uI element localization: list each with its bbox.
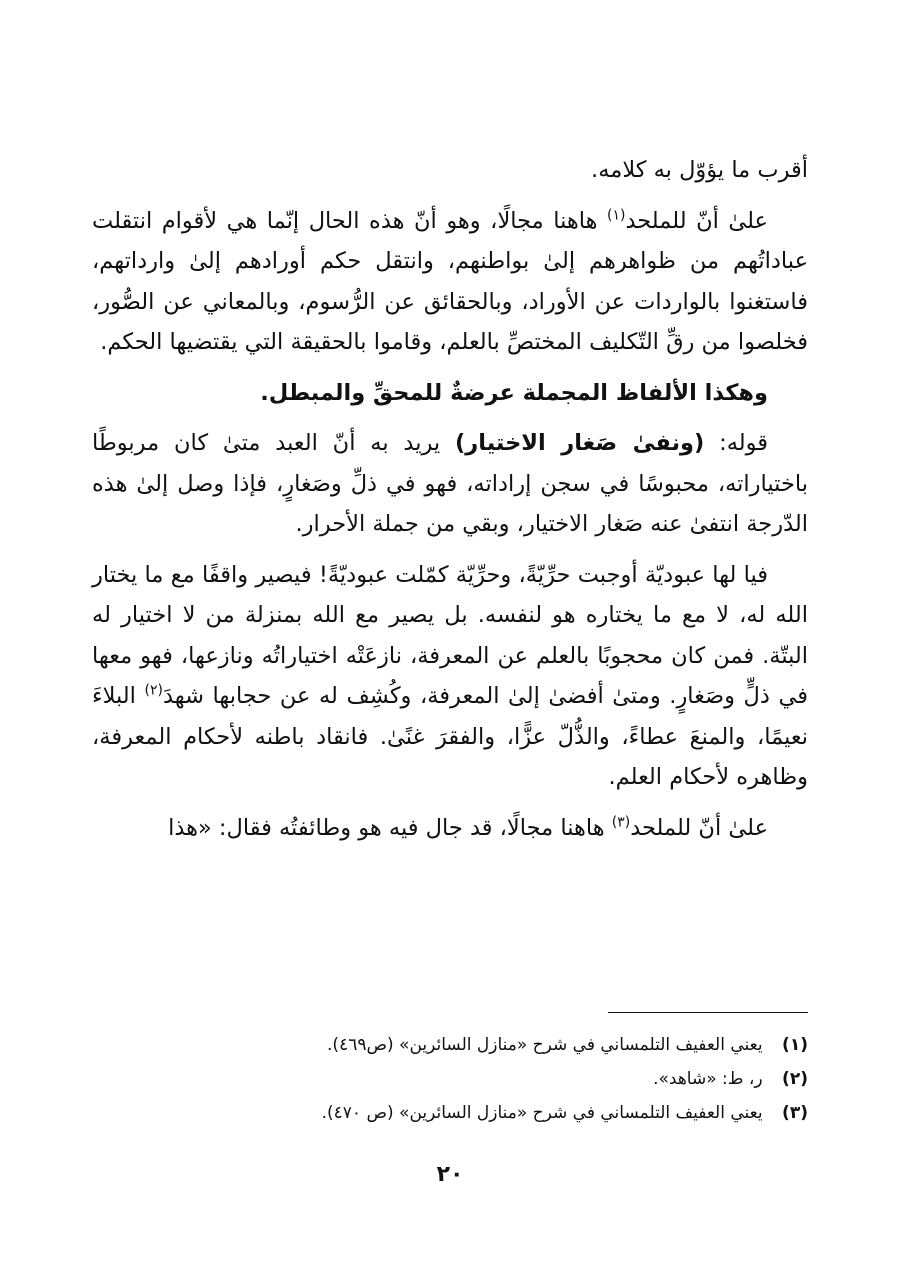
footnote-text: يعني العفيف التلمساني في شرح «منازل السائرين» (ص ٤٧٠). — [321, 1103, 763, 1123]
paragraph-text-rest: البلاءَ نعيمًا، والمنعَ عطاءً، والذُّلّ عزًّا، والفقرَ غنًىٰ. فانقاد باطنه لأحكام المعرفة، وظاهره لأحكام العلم. — [92, 683, 808, 790]
paragraph-text-start: قوله: — [704, 430, 769, 456]
paragraph-text-start: علىٰ أنّ للملحد — [630, 814, 768, 841]
footnote-number: (٣) — [782, 1103, 808, 1123]
paragraph-4 — [92, 423, 808, 545]
footnote-number: (١) — [782, 1035, 808, 1055]
footnote-2 — [92, 1062, 808, 1096]
footnote-text: يعني العفيف التلمساني في شرح «منازل السائرين» (ص٤٦٩). — [327, 1035, 763, 1055]
footnote-3 — [92, 1096, 808, 1130]
paragraph-text-start: فيا لها عبوديّة أوجبت حرِّيّةً، وحرِّيّة كمّلت عبوديّةً! فيصير واقفًا مع ما يختار الله له، لا مع ما يختاره هو لنفسه. بل يصير مع الله بمنزلة من لا اختيار له البتّة. فمن كان محجوبًا بالعلم عن المعرفة، نازعَتْه اختياراتُه ونازعها، فهو معها في ذلٍّ وصَغارٍ. ومتىٰ أفضىٰ إلىٰ المعرفة، وكُشِف له عن حجابها شهدَ — [92, 561, 808, 709]
paragraph-3 — [92, 373, 808, 414]
footnote-ref-3[interactable]: (٣) — [611, 814, 631, 830]
paragraph-text: وهكذا الألفاظ المجملة عرضةٌ للمحقِّ والمبطل. — [260, 379, 768, 406]
paragraph-6 — [92, 808, 808, 849]
paragraph-text-rest: هاهنا مجالًا، قد جال فيه هو وطائفتُه فقال: «هذا — [168, 814, 612, 841]
footnote-1 — [92, 1028, 808, 1062]
footnotes — [92, 1028, 808, 1130]
page-number: ٢٠ — [436, 1162, 464, 1187]
paragraph-text-rest: يريد به أنّ العبد متىٰ كان مربوطًا باختياراته، محبوسًا في سجن إراداته، فهو في ذلِّ وصَغارٍ، فإذا وصل إلىٰ هذه الدّرجة انتفىٰ عنه صَغار الاختيار، وبقي من جملة الأحرار. — [92, 430, 808, 537]
footnote-number: (٢) — [782, 1069, 808, 1089]
paragraph-text-rest: هاهنا مجالًا، وهو أنّ هذه الحال إنّما هي لأقوام انتقلت عباداتُهم من ظواهرهم إلىٰ بواطنهم، وانتقل حكم أورادهم إلىٰ وارداتهم، فاستغنوا بالواردات عن الأوراد، وبالحقائق عن الرُّسوم، وبالمعاني عن الصُّور، فخلصوا من رقِّ التّكليف المختصِّ بالعلم، وقاموا بالحقيقة التي يقتضيها الحكم. — [92, 207, 808, 355]
paragraph-text-start: علىٰ أنّ للملحد — [625, 207, 768, 234]
footnote-ref-2[interactable]: (٢) — [144, 682, 163, 699]
footnote-text: ر، ط: «شاهد». — [653, 1069, 763, 1089]
quoted-phrase: (ونفىٰ صَغار الاختيار) — [455, 430, 705, 456]
paragraph-5 — [92, 555, 808, 798]
footnote-ref-1[interactable]: (١) — [606, 207, 626, 223]
paragraph-text: أقرب ما يؤوّل به كلامه. — [591, 157, 808, 183]
paragraph-2 — [92, 201, 808, 363]
main-text — [92, 150, 808, 858]
footnote-separator — [608, 1012, 808, 1013]
paragraph-1 — [92, 150, 808, 191]
